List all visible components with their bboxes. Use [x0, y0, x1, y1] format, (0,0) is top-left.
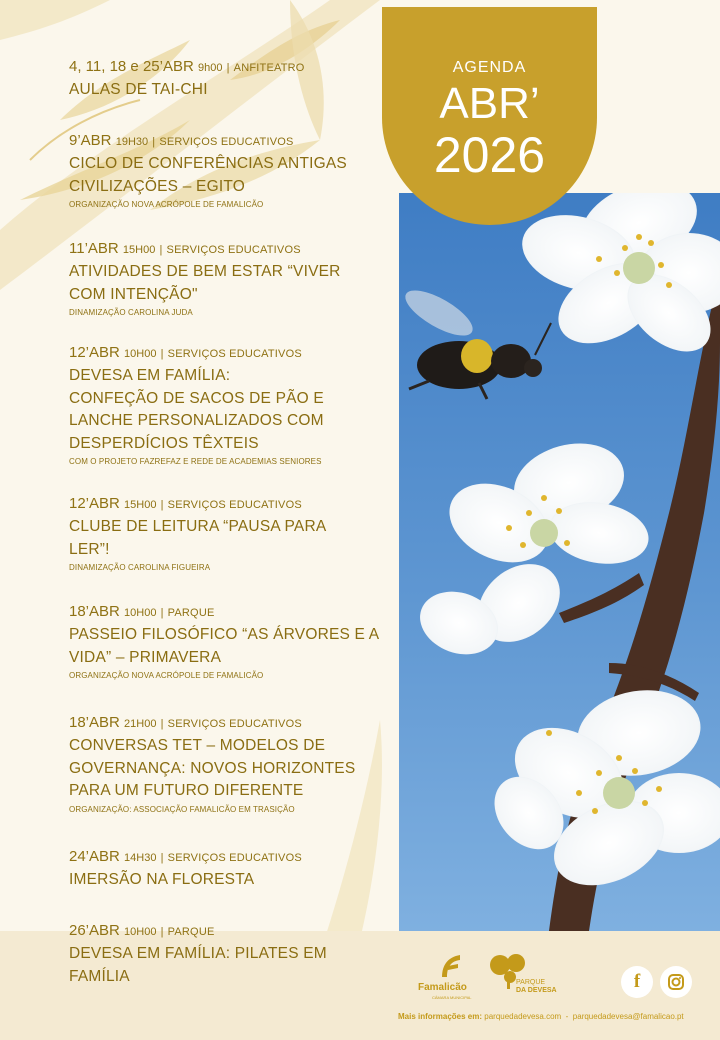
event-meta: [69, 58, 389, 77]
event-title-line: LANCHE PERSONALIZADOS COM: [69, 412, 324, 429]
event-title: [69, 79, 389, 102]
event-note: ORGANIZAÇÃO: ASSOCIAÇÃO FAMALICÃO EM TRASIÇÃO: [69, 804, 295, 814]
event-place: PARQUE: [167, 607, 215, 619]
event-title-line: DESPERDÍCIOS TÊXTEIS: [69, 434, 259, 452]
badge-year: 2026: [433, 127, 546, 183]
event-time: 19H30: [115, 136, 149, 148]
famalicao-logo-subtext: CÂMARA MUNICIPAL: [432, 995, 472, 1000]
event-time: 15H00: [124, 499, 157, 511]
event-meta: [69, 495, 389, 514]
event-note: ORGANIZAÇÃO NOVA ACRÓPOLE DE FAMALICÃO: [69, 671, 264, 680]
event-title: [69, 153, 389, 198]
meta-separator: |: [152, 136, 156, 148]
instagram-icon[interactable]: [660, 966, 692, 998]
event-note: DINAMIZAÇÃO CAROLINA FIGUEIRA: [69, 563, 211, 572]
event-item: [69, 848, 389, 892]
event-meta: [69, 132, 389, 151]
footer-email-link[interactable]: parquedadevesa@famalicao.pt: [572, 1012, 684, 1021]
facebook-glyph: f: [633, 971, 641, 992]
event-time: 9h00: [197, 62, 223, 74]
event-place: SERVIÇOS EDUCATIVOS: [159, 136, 294, 148]
parque-logo-text-line2: DA DEVESA: [516, 987, 557, 994]
footer-dash: -: [565, 1012, 569, 1021]
event-date: 12’ABR: [69, 495, 120, 512]
event-note: DINAMIZAÇÃO CAROLINA JUDA: [69, 308, 193, 317]
event-date: 4, 11, 18 e 25’ABR: [69, 58, 194, 75]
event-note: COM O PROJETO FAZREFAZ E REDE DE ACADEMIAS SENIORES: [69, 457, 322, 466]
footer-logos: [398, 945, 720, 1035]
event-item: [69, 240, 389, 319]
event-title-line: DEVESA EM FAMÍLIA: PILATES EM: [69, 945, 327, 962]
event-time: 21H00: [124, 718, 157, 730]
event-title-line: AULAS DE TAI-CHI: [69, 81, 208, 98]
event-item: [69, 344, 389, 468]
event-title: [69, 869, 389, 892]
event-place: SERVIÇOS EDUCATIVOS: [167, 499, 302, 511]
event-title-line: DEVESA EM FAMÍLIA:: [69, 367, 231, 384]
event-title: [69, 261, 389, 306]
event-title-line: IMERSÃO NA FLORESTA: [69, 871, 255, 888]
facebook-icon[interactable]: [621, 966, 653, 998]
famalicao-logo-icon: [438, 951, 462, 979]
bee-blossom-photo: [399, 193, 720, 931]
event-title-line: CLUBE DE LEITURA “PAUSA PARA: [69, 518, 327, 535]
event-title-line: CONVERSAS TET – MODELOS DE: [69, 737, 326, 754]
event-date: 11’ABR: [69, 240, 119, 257]
event-title: [69, 624, 389, 669]
event-meta: [69, 848, 389, 867]
meta-separator: |: [160, 718, 164, 730]
event-meta: [69, 240, 389, 259]
event-place: SERVIÇOS EDUCATIVOS: [167, 852, 302, 864]
event-time: 14H30: [124, 852, 157, 864]
event-item: [69, 495, 389, 574]
footer-label: Mais informações em:: [398, 1012, 483, 1021]
event-time: 10H00: [124, 607, 157, 619]
event-item: [69, 132, 389, 211]
event-time: 10H00: [124, 926, 157, 938]
event-title-line: CONFEÇÃO DE SACOS DE PÃO E: [69, 389, 324, 407]
event-meta: [69, 603, 389, 622]
event-title-line: VIDA” – PRIMAVERA: [69, 648, 222, 666]
event-title-line: ATIVIDADES DE BEM ESTAR “VIVER: [69, 263, 341, 280]
event-place: SERVIÇOS EDUCATIVOS: [167, 348, 302, 360]
event-place: SERVIÇOS EDUCATIVOS: [167, 718, 302, 730]
parque-logo-text-line1: PARQUE: [516, 979, 546, 986]
meta-separator: |: [160, 348, 164, 360]
badge-month: ABR’: [439, 79, 540, 128]
footer-contact: [398, 1012, 684, 1021]
event-title-line: LER”!: [69, 540, 110, 558]
event-date: 12’ABR: [69, 344, 120, 361]
event-title-line: COM INTENÇÃO": [69, 285, 198, 303]
event-meta: [69, 344, 389, 363]
event-title-line: PARA UM FUTURO DIFERENTE: [69, 782, 304, 799]
event-place: SERVIÇOS EDUCATIVOS: [166, 244, 301, 256]
event-title: [69, 943, 389, 988]
meta-separator: |: [160, 852, 164, 864]
event-title: [69, 365, 389, 455]
event-item: [69, 58, 389, 102]
event-time: 10H00: [124, 348, 157, 360]
meta-separator: |: [160, 607, 164, 619]
event-title-line: CIVILIZAÇÕES – EGITO: [69, 177, 245, 195]
meta-separator: |: [160, 926, 164, 938]
event-meta: [69, 714, 389, 733]
event-title-line: PASSEIO FILOSÓFICO “AS ÁRVORES E A: [69, 626, 380, 643]
event-note: ORGANIZAÇÃO NOVA ACRÓPOLE DE FAMALICÃO: [69, 200, 264, 209]
meta-separator: |: [226, 62, 230, 74]
event-meta: [69, 922, 389, 941]
footer-website-link[interactable]: parquedadevesa.com: [484, 1012, 562, 1021]
meta-separator: |: [159, 244, 163, 256]
event-title-line: GOVERNANÇA: NOVOS HORIZONTES: [69, 759, 356, 777]
event-item: [69, 922, 389, 988]
agenda-badge: [382, 7, 597, 225]
event-title-line: FAMÍLIA: [69, 967, 130, 985]
event-title-line: CICLO DE CONFERÊNCIAS ANTIGAS: [69, 155, 347, 172]
event-item: [69, 714, 389, 816]
event-date: 24’ABR: [69, 848, 120, 865]
event-place: ANFITEATRO: [233, 62, 305, 74]
badge-label: AGENDA: [452, 59, 527, 76]
event-time: 15H00: [122, 244, 156, 256]
event-date: 26’ABR: [69, 922, 120, 939]
famalicao-logo-text: Famalicão: [418, 982, 467, 993]
meta-separator: |: [160, 499, 164, 511]
event-item: [69, 603, 389, 682]
event-date: 18’ABR: [69, 714, 120, 731]
event-place: PARQUE: [167, 926, 215, 938]
event-date: 9’ABR: [69, 132, 112, 149]
event-date: 18’ABR: [69, 603, 120, 620]
event-title: [69, 735, 389, 803]
event-title: [69, 516, 389, 561]
instagram-glyph: [660, 966, 692, 998]
